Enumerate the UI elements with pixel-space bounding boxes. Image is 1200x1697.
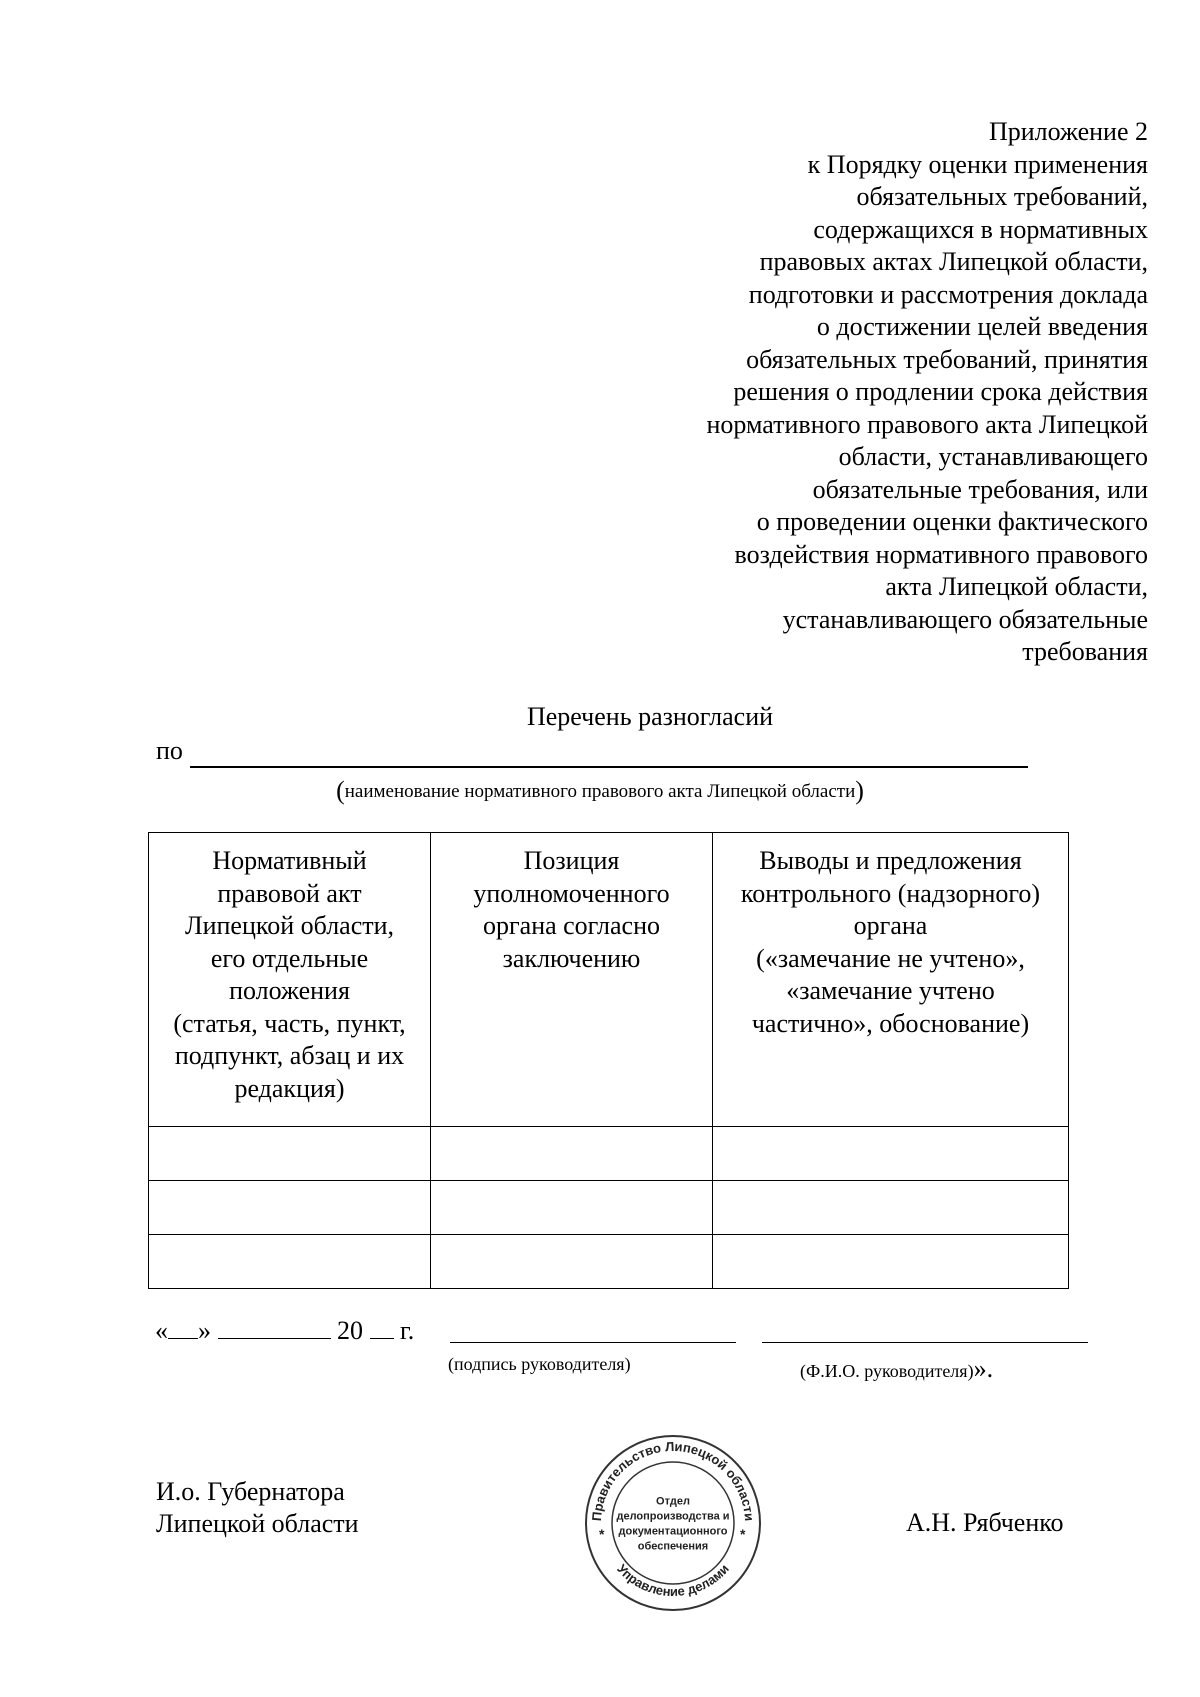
caption-paren-close: ): [855, 776, 864, 805]
header-line: редакция): [234, 1073, 345, 1103]
governor-title: [156, 1476, 359, 1540]
act-name-line: [190, 766, 1028, 768]
seal-inner-line: делопроизводства и: [616, 1510, 730, 1523]
header-line: положения: [229, 976, 350, 1005]
table-row: [149, 1127, 1069, 1181]
appendix-line: обязательные требования, или: [812, 474, 1148, 504]
appendix-line: правовых актах Липецкой области,: [759, 247, 1148, 276]
header-line: органа согласно: [482, 911, 660, 940]
table-cell[interactable]: [713, 1235, 1069, 1289]
header-line: контрольного (надзорного): [740, 878, 1041, 908]
table-cell[interactable]: [713, 1181, 1069, 1235]
header-line: заключению: [502, 943, 641, 973]
header-line: «замечание учтено: [786, 976, 995, 1005]
header-line: органа: [853, 911, 928, 940]
fio-caption-text: (Ф.И.О. руководителя): [800, 1361, 974, 1381]
seal-outer-text: Правительство Липецкой области: [588, 1438, 758, 1522]
appendix-line: воздействия нормативного правового: [734, 539, 1148, 569]
appendix-line: содержащихся в нормативных: [813, 214, 1148, 244]
appendix-line: о достижении целей введения: [816, 312, 1148, 341]
list-title: Перечень разногласий: [526, 702, 774, 731]
header-line: его отдельные: [210, 943, 369, 973]
seal-bottom-text: Управление делами: [614, 1561, 732, 1600]
table-cell[interactable]: [149, 1127, 431, 1181]
seal-star-right: *: [740, 1526, 746, 1542]
table-cell[interactable]: [431, 1181, 713, 1235]
governor-title-line-2: Липецкой области: [156, 1509, 359, 1538]
seal-inner-line: обеспечения: [637, 1540, 709, 1553]
table-header-cell: [149, 833, 431, 1127]
disagreements-table: [148, 832, 1069, 1289]
appendix-line: области, устанавливающего: [838, 442, 1148, 471]
appendix-line: требования: [1022, 637, 1148, 666]
appendix-line: о проведении оценки фактического: [756, 507, 1148, 536]
appendix-line: Приложение 2: [988, 117, 1148, 146]
appendix-line: к Порядку оценки применения: [807, 149, 1148, 179]
header-line: Выводы и предложения: [759, 846, 1022, 875]
header-line: уполномоченного: [473, 878, 670, 908]
seal-star-left: *: [599, 1526, 605, 1542]
table-row: [149, 1235, 1069, 1289]
year-blank: [370, 1337, 394, 1339]
fio-caption: [800, 1354, 993, 1384]
date-line: [155, 1316, 414, 1346]
appendix-line: обязательных требований,: [856, 182, 1148, 211]
day-blank: [168, 1337, 198, 1339]
seal-inner-line: документационного: [618, 1525, 728, 1538]
appendix-line: нормативного правового акта Липецкой: [706, 409, 1148, 439]
official-seal: [583, 1433, 763, 1613]
table-cell[interactable]: [431, 1127, 713, 1181]
table-cell[interactable]: [713, 1127, 1069, 1181]
governor-title-line-1: И.о. Губернатора: [156, 1477, 345, 1506]
po-label: по: [156, 736, 183, 765]
caption-text: наименование нормативного правового акта Липецкой области: [344, 781, 856, 802]
year-suffix: г.: [400, 1316, 415, 1345]
month-blank: [218, 1337, 331, 1339]
table-header-cell: [713, 833, 1069, 1127]
date-quote-close: »: [198, 1316, 211, 1345]
appendix-line: акта Липецкой области,: [885, 572, 1148, 601]
table-cell[interactable]: [149, 1181, 431, 1235]
header-line: подпункт, абзац и их: [174, 1041, 405, 1070]
table-cell[interactable]: [149, 1235, 431, 1289]
signature-caption: (подпись руководителя): [448, 1354, 631, 1374]
fio-caption-close: ».: [973, 1354, 994, 1383]
appendix-line: обязательных требований, принятия: [746, 344, 1148, 374]
seal-inner-line: Отдел: [656, 1495, 690, 1508]
seal-inner-text: [616, 1496, 729, 1553]
date-quote-open: «: [155, 1316, 168, 1345]
header-line: (статья, часть, пункт,: [173, 1008, 406, 1038]
appendix-block: [560, 116, 1148, 669]
fio-line: [762, 1342, 1088, 1343]
table-cell[interactable]: [431, 1235, 713, 1289]
year-prefix: 20: [337, 1316, 363, 1345]
appendix-line: подготовки и рассмотрения доклада: [748, 279, 1148, 309]
table-header-cell: [431, 833, 713, 1127]
header-line: Нормативный: [212, 846, 367, 875]
header-line: правовой акт: [217, 878, 362, 908]
act-name-caption: [0, 776, 1200, 806]
table-row: [149, 1181, 1069, 1235]
header-line: («замечание не учтено»,: [756, 943, 1025, 973]
signature-line: [450, 1342, 736, 1343]
header-line: Позиция: [523, 846, 620, 875]
appendix-line: устанавливающего обязательные: [782, 604, 1148, 634]
header-line: частично», обоснование): [751, 1008, 1030, 1038]
caption-paren-open: (: [336, 776, 345, 805]
table-header-row: [149, 833, 1069, 1127]
appendix-line: решения о продлении срока действия: [733, 377, 1148, 406]
governor-name: А.Н. Рябченко: [906, 1508, 1064, 1537]
seal-inner-ring: [612, 1462, 734, 1584]
header-line: Липецкой области,: [184, 911, 395, 940]
